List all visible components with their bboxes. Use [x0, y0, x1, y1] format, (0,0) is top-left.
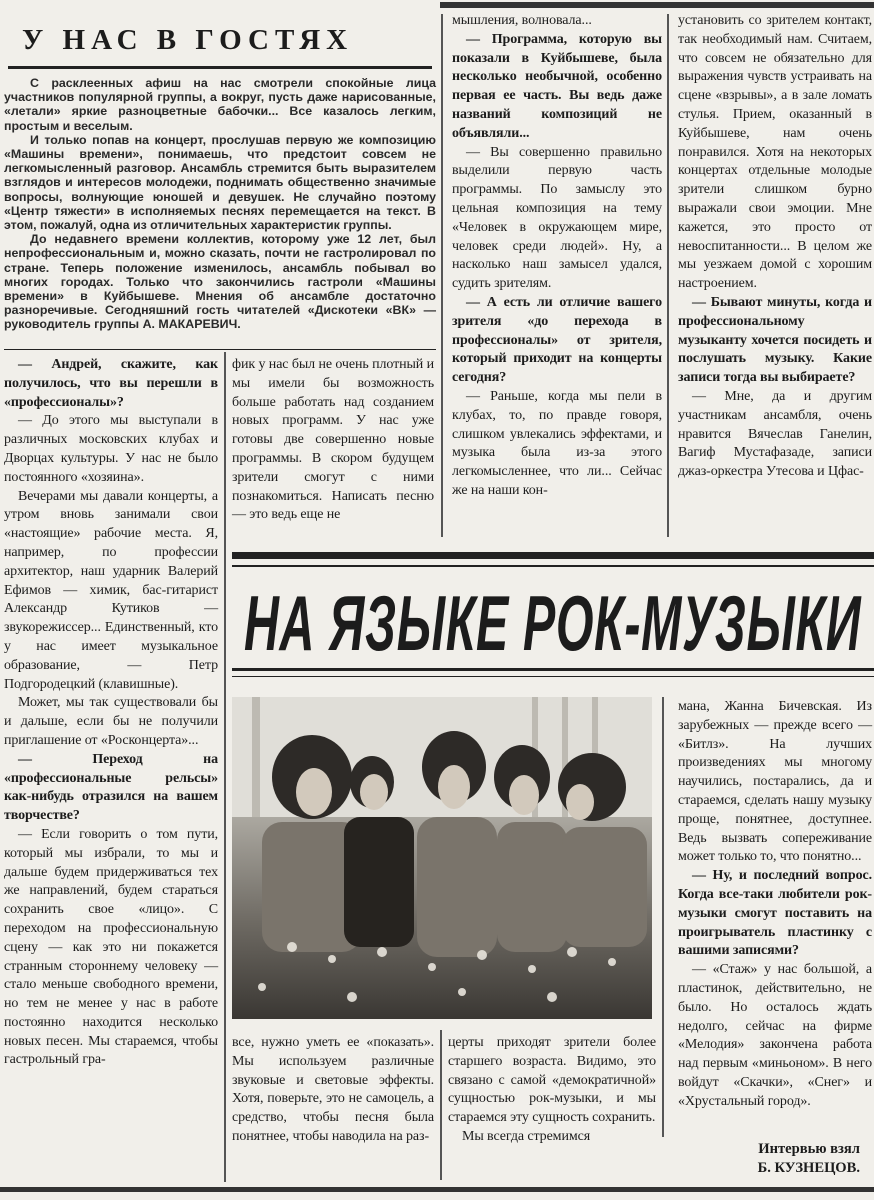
column-e [232, 1034, 434, 1147]
column-rule [667, 14, 669, 537]
headline-rule-top-thin [232, 565, 874, 567]
interview-paragraph: установить со зрителем контакт, так необходимый нам. Считаем, что совсем не обязательно для выражения чувств устраивать на сцене «взрывы», а в зале ломать стулья. Прием, оказанный в Куйбышеве, нам очень понравился. Хотя на некоторых концертах отдельные молодые зрители слишком бурно выражали свои эмоции. Мне кажется, это просто от невоспитанности... В целом же мы уезжаем домой с хорошим настроением. [678, 13, 872, 292]
column-rule [441, 14, 443, 537]
column-a [4, 356, 218, 1070]
byline-label: Интервью взял [758, 1141, 860, 1157]
intro-paragraph: До недавнего времени коллектив, которому уже 12 лет, был непрофессиональным и, можно сказать, почти не гастролировал по стране. Теперь положение изменилось, ансамбль побывал во многих городах. Только что закончились гастроли «Машины времени» в Куйбышеве. Мнения об ансамбле достаточно разноречивые. Сегодняшний гость читателей «Дискотеки «ВК» — руководитель группы А. МАКАРЕВИЧ. [4, 232, 436, 332]
interview-paragraph: мана, Жанна Бичевская. Из зарубежных — прежде всего — «Битлз». На лучших произведениях мы многому научились, постарались, да и стараемся, сделать нашу музыку проще, понятнее, доступнее. Ведь вызвать сопереживание может только то, что понятно... [678, 699, 872, 865]
interview-paragraph: — Раньше, когда мы пели в клубах, то, по правде говоря, слишком увлекались эффектами, и музыка была из-за этого легкомысленнее, что ли... Сейчас же на наши кон- [452, 388, 662, 498]
interview-paragraph: — До этого мы выступали в различных московских клубах и Дворцах культуры. У нас не было постоянного «хозяина». [4, 413, 218, 485]
interview-paragraph: — «Стаж» у нас большой, а пластинок, действительно, не было. Но осталось ждать недолго, сейчас на фирме «Мелодия» закончена работа над первым «миньоном». В него войдут «Скачки», «Снег» и «Хрустальный город». [678, 962, 872, 1109]
interview-question: — А есть ли отличие вашего зрителя «до перехода в профессионалы» от зрителя, который приходит на концерты сегодня? [452, 294, 662, 386]
intro-paragraph: И только попав на концерт, прослушав первую же композицию «Машины времени», понимаешь, что предстоит совсем не легкомысленный разговор. Ансамбль стремится быть выразителем взглядов и интересов молодежи, поднимать общественно значимые вопросы, волнующие юношей и девушек. Не случайно поэтому «Центр тяжести» в исполняемых песнях перемещается на текст. В этом, пожалуй, одна из отличительных характеристик группы. [4, 132, 436, 233]
column-f [448, 1034, 656, 1147]
interview-paragraph: мышления, волновала... [452, 13, 592, 28]
interview-paragraph: — Мне, да и другим участникам ансамбля, очень нравится Вячеслав Ганелин, Вагиф Мустафазаде, записи джаз-оркестра Утесова и Цфас- [678, 388, 872, 480]
band-photo [232, 697, 652, 1019]
interview-question: — Ну, и последний вопрос. Когда все-таки любители рок-музыки смогут поставить на проигрыватель пластинку с вашими записями? [678, 868, 872, 959]
column-c [452, 12, 662, 501]
interview-paragraph: — Вы совершенно правильно выделили первую часть программы. По замыслу это цельная композиция на тему «Человек в окружающем мире, человек среди людей». Ну, а насколько наш замысел удался, судить зрителям. [452, 144, 662, 292]
column-g [678, 698, 872, 1112]
intro-paragraph: С расклеенных афиш на нас смотрели спокойные лица участников популярной группы, а вокруг, пусть даже нарисованные, «летали» яркие разноцветные бабочки... Все казалось легким, простым и веселым. [4, 76, 436, 133]
divider [4, 349, 436, 350]
band-photo-image [232, 697, 652, 1019]
top-rule [440, 2, 874, 8]
interview-paragraph: Мы всегда стремимся [462, 1128, 591, 1144]
column-b [232, 356, 434, 525]
headline-rule-top [232, 552, 874, 559]
intro-lead [4, 76, 436, 332]
section-kicker: У НАС В ГОСТЯХ [22, 24, 354, 56]
interview-question: — Бывают минуты, когда и профессиональному музыканту хочется посидеть и послушать музыку. Какие записи тогда вы выбираете? [678, 294, 872, 386]
interview-paragraph: церты приходят зрители более старшего возраста. Видимо, это связано с самой «демократичной» сущностью рок-музыки, и мы стараемся эту сущность сохранить. [448, 1035, 656, 1126]
headline-rule-bottom-thin [232, 676, 874, 677]
byline [758, 1140, 860, 1178]
interview-paragraph: Может, мы так существовали бы и дальше, если бы не получили приглашение от «Росконцерта»... [4, 695, 218, 748]
kicker-underline [8, 66, 432, 69]
column-rule [440, 1030, 442, 1180]
bottom-rule [0, 1187, 874, 1192]
column-rule [224, 352, 226, 1182]
byline-author: Б. КУЗНЕЦОВ. [757, 1160, 860, 1176]
headline-rule-bottom [232, 668, 874, 671]
column-rule [662, 697, 664, 1137]
interview-question: — Переход на «профессиональные рельсы» как-нибудь отразился на вашем творчестве? [4, 751, 218, 824]
headline: НА ЯЗЫКЕ РОК-МУЗЫКИ [244, 579, 862, 667]
interview-paragraph: Вечерами мы давали концерты, а утром вновь занимали свои «настоящие» рабочие места. Я, например, по профессии архитектор, наш ударник Валерий Ефимов — химик, бас-гитарист Александр Кутиков — звукорежиссер... Единственный, кто у нас имеет музыкальное образование, — Петр Подгородецкий (клавишные). [4, 488, 218, 692]
column-d [678, 12, 872, 482]
interview-paragraph: все, нужно уметь ее «показать». Мы используем различные звуковые и световые эффекты. Хотя, поверьте, это не самоцель, а средство, чтобы песня была понятнее, чтобы наводила на раз- [232, 1035, 434, 1144]
interview-question: — Андрей, скажите, как получилось, что вы перешли в «профессионалы»? [4, 357, 218, 410]
interview-paragraph: — Если говорить о том пути, который мы избрали, то мы и дальше будем придерживаться тех же направлений, будем стараться сохранить свое «лицо». С переходом на профессиональную сцену — как это ни покажется странным стороннему человеку — стало меньше свободного времени, но тем не менее у нас в работе постоянно находится несколько новых песен. Мы стараемся, чтобы гастрольный гра- [4, 826, 218, 1068]
interview-paragraph: фик у нас был не очень плотный и мы имели бы возможность больше работать над созданием новых программ. У нас уже готовы две совершенно новые программы. В скором будущем зрители смогут с ними познакомиться. Написать песню — это ведь еще не [232, 357, 434, 523]
interview-question: — Программа, которую вы показали в Куйбышеве, была несколько необычной, особенно первая ее часть. Вы ведь даже названий композиций не объявляли... [452, 31, 662, 141]
